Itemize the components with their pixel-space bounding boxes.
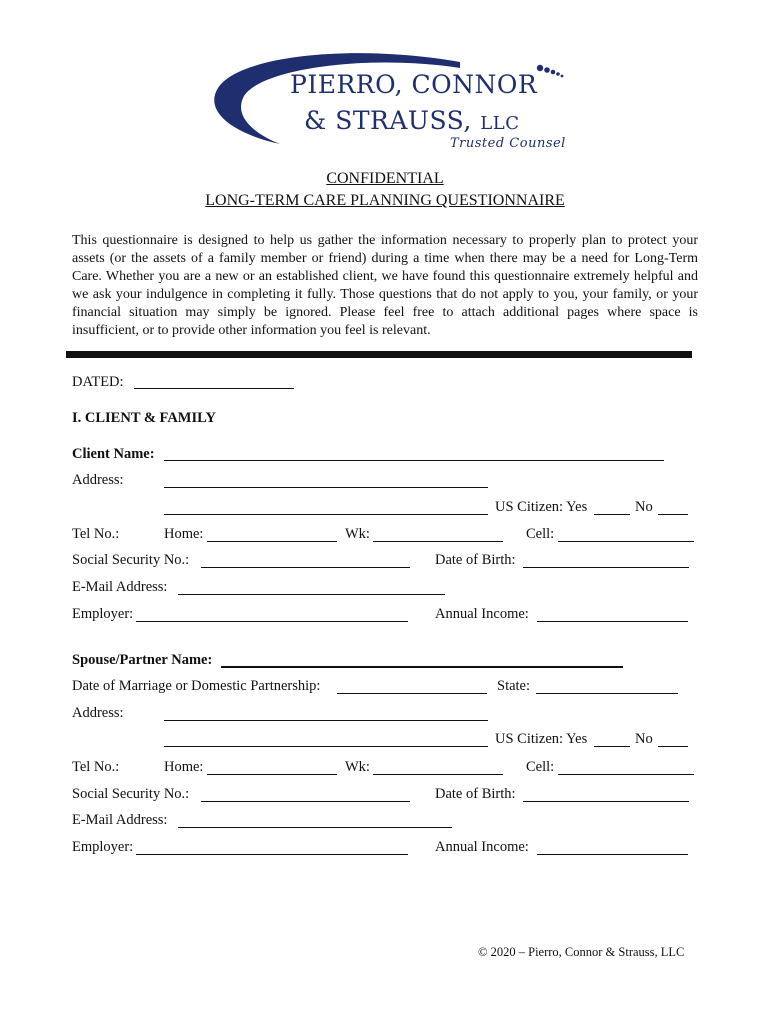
dated-field[interactable] [134,388,294,389]
section-divider [66,351,692,358]
spouse-dob-label: Date of Birth: [435,786,516,802]
spouse-name-label: Spouse/Partner Name: [72,652,213,668]
spouse-marriage-label: Date of Marriage or Domestic Partnership: [72,678,321,694]
logo-llc: LLC [480,113,520,134]
spouse-email-label: E-Mail Address: [72,812,168,828]
client-work-phone-field[interactable] [373,541,503,542]
client-citizen-yes-field[interactable] [594,514,630,515]
client-income-field[interactable] [537,621,688,622]
client-dob-label: Date of Birth: [435,552,516,568]
intro-paragraph: This questionnaire is designed to help us gather the information necessary to properly plan to protect your assets (or the assets of a family member or friend) during a time when there may be a need for Long-Term Care. Whether you are a new or an established client, we have found this questionnaire extremely helpful and we ask your indulgence in completing it fully. Those questions that do not apply to you, your family, or your financial situation may simply be ignored. Please feel free to attach additional pages where space is insufficient, or to provide other information you feel is relevant. [72,233,698,338]
firm-logo [210,48,570,158]
client-ssn-field[interactable] [201,567,410,568]
spouse-income-field[interactable] [537,854,688,855]
spouse-marriage-date-field[interactable] [337,693,487,694]
spouse-address-line-2-field[interactable] [164,746,488,747]
spouse-state-field[interactable] [536,693,678,694]
spouse-income-label: Annual Income: [435,839,529,855]
client-cell-phone-field[interactable] [558,541,694,542]
spouse-email-field[interactable] [178,827,452,828]
document-title-main: LONG-TERM CARE PLANNING QUESTIONNAIRE [205,192,565,209]
spouse-employer-field[interactable] [136,854,408,855]
dated-label: DATED: [72,374,124,390]
section-heading-client-family: I. CLIENT & FAMILY [72,410,216,426]
client-home-label: Home: [164,526,204,542]
client-address-label: Address: [72,472,124,488]
client-dob-field[interactable] [523,567,689,568]
client-citizen-yes-label: US Citizen: Yes [495,499,588,515]
client-income-label: Annual Income: [435,606,529,622]
client-name-field[interactable] [164,460,664,461]
spouse-citizen-yes-label: US Citizen: Yes [495,731,588,747]
spouse-work-label: Wk: [345,759,370,775]
spouse-home-label: Home: [164,759,204,775]
logo-line-2 [304,106,519,135]
spouse-name-field[interactable] [221,666,623,668]
spouse-address-line-1-field[interactable] [164,720,488,721]
client-email-label: E-Mail Address: [72,579,168,595]
client-name-label: Client Name: [72,446,155,462]
spouse-employer-label: Employer: [72,839,134,855]
logo-line-1: PIERRO, CONNOR [290,70,538,99]
client-employer-label: Employer: [72,606,134,622]
client-email-field[interactable] [178,594,445,595]
spouse-ssn-label: Social Security No.: [72,786,190,802]
logo-line-2-text: & STRAUSS, [304,106,472,135]
spouse-cell-label: Cell: [526,759,555,775]
spouse-work-phone-field[interactable] [373,774,503,775]
client-tel-label: Tel No.: [72,526,120,542]
spouse-cell-phone-field[interactable] [558,774,694,775]
spouse-citizen-no-field[interactable] [658,746,688,747]
spouse-address-label: Address: [72,705,124,721]
spouse-home-phone-field[interactable] [207,774,337,775]
client-citizen-no-field[interactable] [658,514,688,515]
client-address-line-1-field[interactable] [164,487,488,488]
client-cell-label: Cell: [526,526,555,542]
client-employer-field[interactable] [136,621,408,622]
copyright-footer: © 2020 – Pierro, Connor & Strauss, LLC [478,945,685,959]
client-address-line-2-field[interactable] [164,514,488,515]
client-work-label: Wk: [345,526,370,542]
spouse-ssn-field[interactable] [201,801,410,802]
spouse-citizen-no-label: No [635,731,653,747]
spouse-state-label: State: [497,678,531,694]
client-citizen-no-label: No [635,499,653,515]
spouse-dob-field[interactable] [523,801,689,802]
spouse-tel-label: Tel No.: [72,759,120,775]
logo-tagline: Trusted Counsel [450,136,566,151]
client-ssn-label: Social Security No.: [72,552,190,568]
client-home-phone-field[interactable] [207,541,337,542]
spouse-citizen-yes-field[interactable] [594,746,630,747]
document-title-confidential: CONFIDENTIAL [326,170,444,187]
